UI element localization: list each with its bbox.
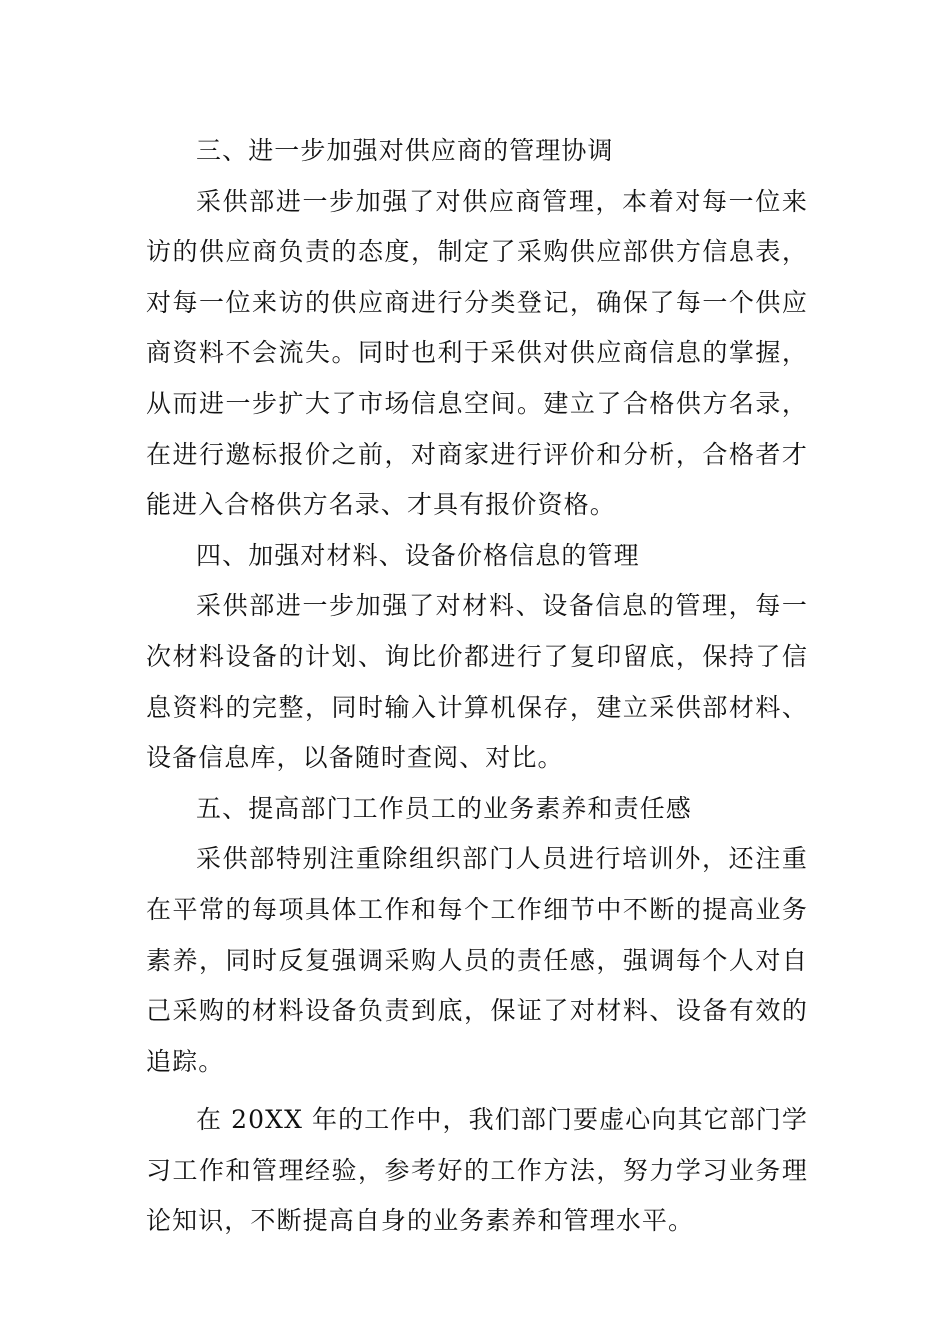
- section-paragraph-3: 采供部进一步加强了对供应商管理，本着对每一位来访的供应商负责的态度，制定了采购供应部供方信息表，对每一位来访的供应商进行分类登记，确保了每一个供应商资料不会流失。同时也利于采供对供应商信息的掌握，从而进一步扩大了市场信息空间。建立了合格供方名录，在进行邀标报价之前，对商家进行评价和分析，合格者才能进入合格供方名录、才具有报价资格。: [146, 186, 808, 520]
- section-heading-3: 三、进一步加强对供应商的管理协调: [196, 136, 614, 165]
- section-heading-5: 五、提高部门工作员工的业务素养和责任感: [196, 793, 692, 823]
- section-paragraph-4: 采供部进一步加强了对材料、设备信息的管理，每一次材料设备的计划、询比价都进行了复印留底，保持了信息资料的完整，同时输入计算机保存，建立采供部材料、设备信息库，以备随时查阅、对比。: [146, 591, 808, 773]
- closing-paragraph: 在 20XX 年的工作中，我们部门要虚心向其它部门学习工作和管理经验，参考好的工作方法，努力学习业务理论知识，不断提高自身的业务素养和管理水平。: [146, 1105, 808, 1236]
- section-paragraph-5: 采供部特别注重除组织部门人员进行培训外，还注重在平常的每项具体工作和每个工作细节中不断的提高业务素养，同时反复强调采购人员的责任感，强调每个人对自己采购的材料设备负责到底，保证了对材料、设备有效的追踪。: [146, 844, 808, 1076]
- section-heading-4: 四、加强对材料、设备价格信息的管理: [196, 540, 640, 570]
- document-body: [146, 126, 808, 1247]
- paragraph-spacer: [146, 1087, 808, 1095]
